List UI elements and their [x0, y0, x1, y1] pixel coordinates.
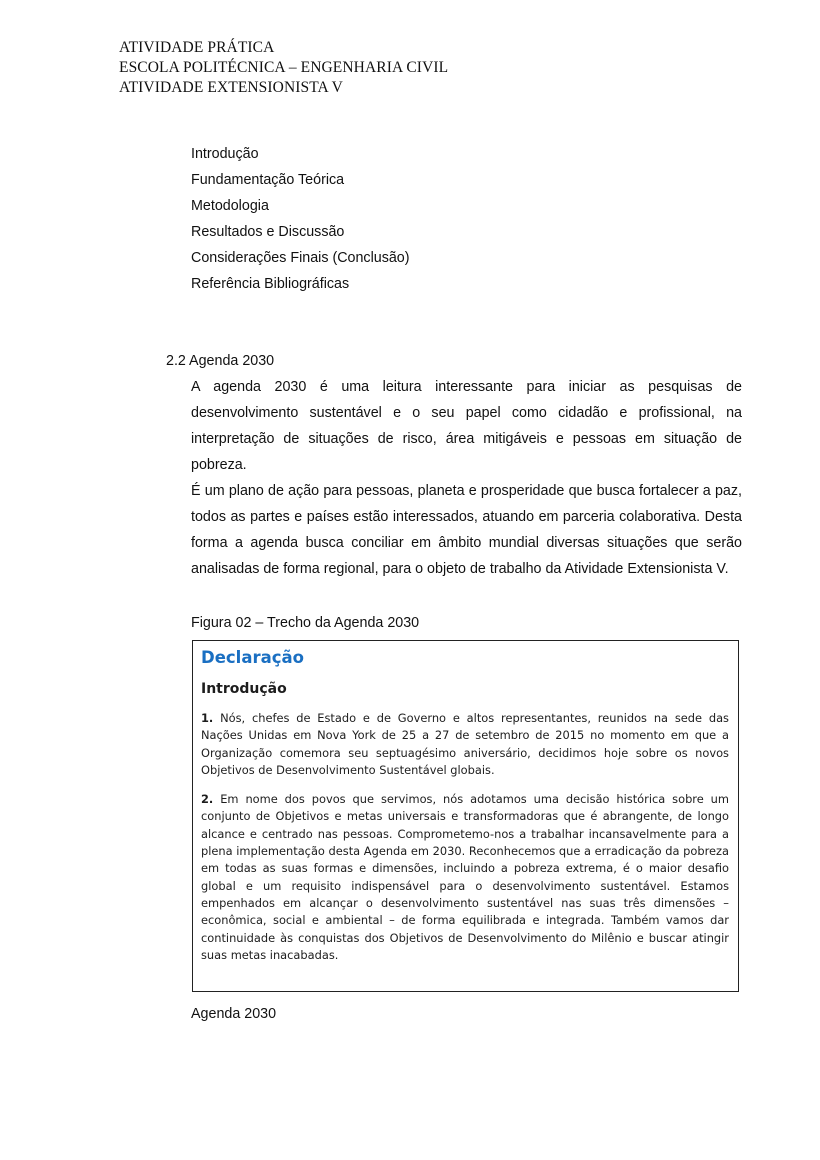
structure-item-methodology: Metodologia	[191, 198, 269, 214]
figure-paragraph	[201, 710, 729, 779]
structure-item-theory: Fundamentação Teórica	[191, 172, 345, 188]
paragraph-number: 1.	[201, 711, 214, 725]
figure-heading: Declaração	[201, 648, 304, 667]
structure-item-references: Referência Bibliográficas	[191, 276, 350, 292]
paragraph-text: Em nome dos povos que servimos, nós adotamos uma decisão histórica sobre um conjunto de Objetivos e metas universais e transformadoras que é abrangente, de longo alcance e centrado nas pessoas. Comprometemo-nos a trabalhar incansavelmente para a plena implementação desta Agenda em 2030. Reconhecemos que a erradicação da pobreza em todas as suas formas e dimensões, incluindo a pobreza extrema, é o maior desafio global e um requisito indispensável para o desenvolvimento sustentável. Estamos empenhados em alcançar o desenvolvimento sustentável nas suas três dimensões – econômica, social e ambiental – de forma equilibrada e integrada. Também vamos dar continuidade às conquistas dos Objetivos de Desenvolvimento do Milênio e buscar atingir suas metas inacabadas.	[201, 792, 730, 962]
header-line-school: ESCOLA POLITÉCNICA – ENGENHARIA CIVIL	[119, 59, 449, 76]
body-paragraph: A agenda 2030 é uma leitura interessante para iniciar as pesquisas de desenvolvimento sustentável e o seu papel como cidadão e profissional, na interpretação de situações de risco, área mitigáveis e pessoas em situação de pobreza.	[191, 379, 742, 473]
figure-subheading: Introdução	[201, 681, 287, 697]
section-body	[191, 374, 742, 582]
figure-image-box	[192, 640, 739, 992]
header-line-course: ATIVIDADE EXTENSIONISTA V	[119, 79, 343, 96]
body-paragraph: É um plano de ação para pessoas, planeta e prosperidade que busca fortalecer a paz, todos as partes e países estão interessados, atuando em parceria colaborativa. Desta forma a agenda busca conciliar em âmbito mundial diversas situações que serão analisadas de forma regional, para o objeto de trabalho da Atividade Extensionista V.	[191, 483, 742, 577]
document-header	[119, 38, 448, 98]
structure-item-introduction: Introdução	[191, 146, 259, 162]
figure-paragraph	[201, 791, 729, 964]
paragraph-text: Nós, chefes de Estado e de Governo e altos representantes, reunidos na sede das Nações Unidas em Nova York de 25 a 27 de setembro de 2015 no momento em que a Organização comemora seu septuagésimo aniversário, decidimos hoje sobre os novos Objetivos de Desenvolvimento Sustentável globais.	[201, 711, 729, 777]
structure-list	[191, 141, 410, 297]
structure-item-conclusion: Considerações Finais (Conclusão)	[191, 250, 410, 266]
figure-source: Agenda 2030	[191, 1006, 277, 1022]
paragraph-number: 2.	[201, 792, 214, 807]
structure-item-results: Resultados e Discussão	[191, 224, 345, 240]
section-title: 2.2 Agenda 2030	[166, 353, 275, 369]
figure-caption: Figura 02 – Trecho da Agenda 2030	[191, 615, 420, 631]
header-line-activity: ATIVIDADE PRÁTICA	[119, 39, 275, 56]
